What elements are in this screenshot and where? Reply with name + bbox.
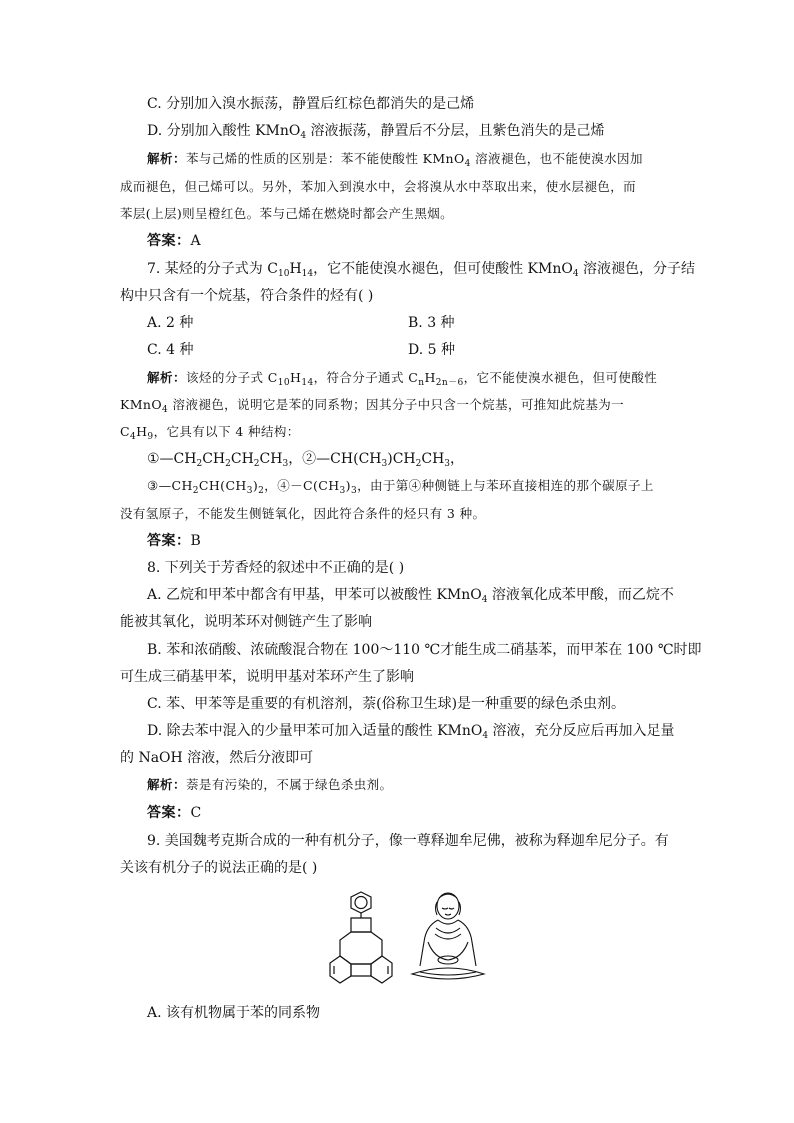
q8-option-d-line-1: D. 除去苯中混入的少量甲苯可加入适量的酸性 KMnO$_4$ 溶液，充分反应后再加入足量: [147, 723, 675, 741]
q6-solution-line-1: 解析：苯与己烯的性质的区别是：苯不能使酸性 KMnO$_4$ 溶液褪色，也不能使溴水因加: [147, 151, 643, 169]
q9-figure: [322, 888, 502, 992]
q9-stem-line-2: 关该有机分子的说法正确的是( ): [120, 860, 318, 876]
q8-solution: 解析：萘是有污染的，不属于绿色杀虫剂。: [147, 777, 393, 792]
q8-option-a-line-2: 能被其氧化，说明苯环对侧链产生了影响: [120, 614, 372, 630]
q8-option-d-line-2: 的 NaOH 溶液，然后分液即可: [120, 750, 314, 766]
q7-solution-line-1: 解析：该烃的分子式 $C_{10}H_{14}$，符合分子通式 $C_nH_{2n-6}$，它不能使溴水褪色，但可使酸性: [147, 370, 658, 388]
buddha-illustration: [412, 893, 484, 979]
q8-option-a-line-1: A. 乙烷和甲苯中都含有甲基，甲苯可以被酸性 KMnO$_4$ 溶液氧化成苯甲酸，而乙烷不: [147, 587, 674, 605]
q6-solution-line-3: 苯层(上层)则呈橙红色。苯与己烯在燃烧时都会产生黑烟。: [120, 206, 454, 221]
molecule-structure-diagram: [330, 892, 392, 983]
q8-option-b-line-1: B. 苯和浓硝酸、浓硫酸混合物在 100～110 ℃才能生成二硝基苯，而甲苯在 100 ℃时即: [147, 642, 702, 658]
q7-options-cd: C. 4 种 D. 5 种: [147, 342, 455, 358]
q6-option-c: C. 分别加入溴水振荡，静置后红棕色都消失的是己烯: [147, 96, 475, 112]
q7-solution-line-6: 没有氢原子，不能发生侧链氧化，因此符合条件的烃只有 3 种。: [120, 506, 486, 521]
q6-option-d: D. 分别加入酸性 KMnO$_4$ 溶液振荡，静置后不分层，且紫色消失的是己烯: [147, 123, 605, 141]
q8-option-c: C. 苯、甲苯等是重要的有机溶剂，萘(俗称卫生球)是一种重要的绿色杀虫剂。: [147, 696, 626, 712]
q9-option-a: A. 该有机物属于苯的同系物: [147, 1005, 321, 1021]
q7-structures-1-2: $①—CH_2CH_2CH_2CH_3$，$②—CH(CH_3)CH_2CH_3$，: [147, 451, 465, 469]
q7-solution-line-3: $C_4H_9$，它具有以下 4 种结构：: [120, 424, 300, 442]
q6-answer: 答案：A: [147, 233, 201, 249]
q7-stem-line-1: 7. 某烃的分子式为 $C_{10}H_{14}$，它不能使溴水褪色，但可使酸性 KMnO$_4$ 溶液褪色，分子结: [147, 261, 696, 279]
q6-solution-line-2: 成而褪色，但己烯可以。另外，苯加入到溴水中，会将溴从水中萃取出来，使水层褪色，而: [120, 179, 637, 194]
q7-options-ab: A. 2 种 B. 3 种: [147, 315, 455, 331]
q8-stem: 8. 下列关于芳香烃的叙述中不正确的是( ): [147, 560, 405, 576]
q8-option-b-line-2: 可生成三硝基甲苯，说明甲基对苯环产生了影响: [120, 669, 414, 685]
q8-answer: 答案：C: [147, 805, 202, 821]
q7-stem-line-2: 构中只含有一个烷基，符合条件的烃有( ): [120, 288, 374, 304]
q7-solution-line-2: KMnO$_4$ 溶液褪色，说明它是苯的同系物；因其分子中只含一个烷基，可推知此烷基为一: [120, 397, 625, 415]
q7-structures-3-4: $③—CH_2CH(CH_3)_2$，$④-C(CH_3)_3$，由于第④种侧链上与苯环直接相连的那个碳原子上: [147, 478, 654, 496]
q7-answer: 答案：B: [147, 533, 201, 549]
q9-stem-line-1: 9. 美国魏考克斯合成的一种有机分子，像一尊释迦牟尼佛，被称为释迦牟尼分子。有: [147, 833, 669, 849]
